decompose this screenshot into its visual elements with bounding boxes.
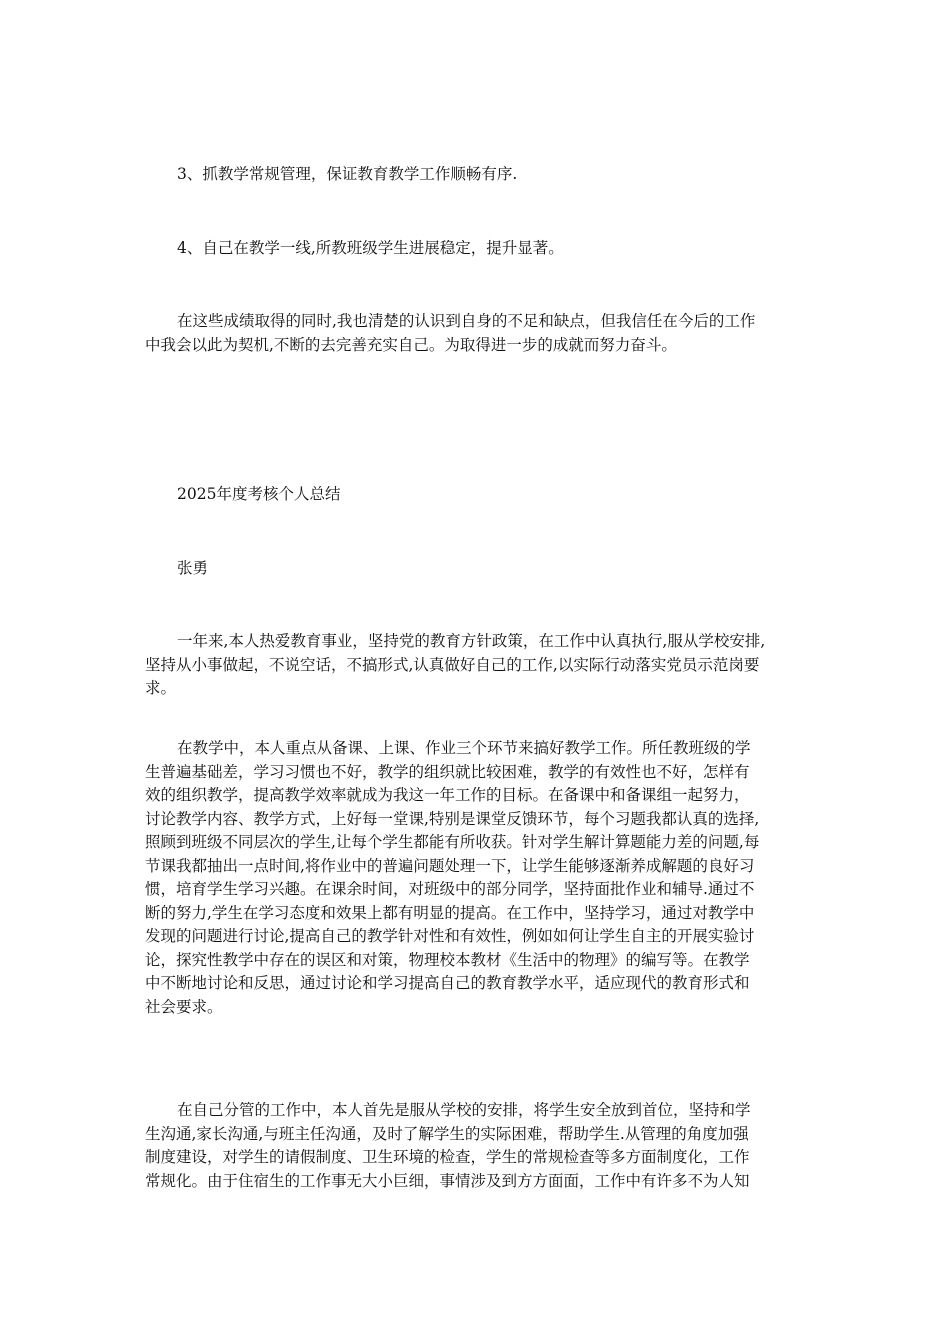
text-line: 照顾到班级不同层次的学生,让每个学生都能有所收获。针对学生解计算题能力差的问题,每 — [145, 833, 760, 851]
text-line: 发现的问题进行讨论,提高自己的教学针对性和有效性，例如如何让学生自主的开展实验讨 — [145, 927, 755, 945]
closing-paragraph — [145, 310, 815, 357]
author-name — [145, 557, 815, 581]
text-line: 论，探究性教学中存在的误区和对策，物理校本教材《生活中的物理》的编写等。在教学 — [145, 950, 750, 969]
list-item-3 — [145, 163, 815, 187]
text-line: 生普遍基础差，学习习惯也不好，教学的组织就比较困难，教学的有效性也不好，怎样有 — [145, 762, 750, 781]
text-line: 效的组织教学，提高教学效率就成为我这一年工作的目标。在备课中和备课组一起努力， — [145, 786, 750, 804]
author-text: 张勇 — [177, 559, 209, 577]
text-line: 生沟通,家长沟通,与班主任沟通，及时了解学生的实际困难，帮助学生.从管理的角度加强 — [145, 1124, 749, 1143]
text-line: 断的努力,学生在学习态度和效果上都有明显的提高。在工作中，坚持学习，通过对教学中 — [145, 903, 755, 922]
text-line: 在这些成绩取得的同时,我也清楚的认识到自身的不足和缺点，但我信任在今后的工作 — [177, 312, 756, 330]
text-line: 求。 — [145, 679, 177, 697]
paragraph-1 — [145, 630, 815, 701]
text-line: 一年来,本人热爱教育事业，坚持党的教育方针政策，在工作中认真执行,服从学校安排, — [177, 632, 766, 650]
text-line: 节课我都抽出一点时间,将作业中的普遍问题处理一下，让学生能够逐渐养成解题的良好习 — [145, 856, 755, 875]
text-line: 社会要求。 — [145, 997, 223, 1016]
text-line: 中我会以此为契机,不断的去完善充实自己。为取得进一步的成就而努力奋斗。 — [145, 335, 677, 354]
text-line: 惯，培育学生学习兴趣。在课余时间，对班级中的部分同学，坚持面批作业和辅导.通过不 — [145, 880, 755, 898]
text-line: 3、抓教学常规管理，保证教育教学工作顺畅有序. — [177, 165, 518, 183]
text-line: 制度建设，对学生的请假制度、卫生环境的检查，学生的常规检查等多方面制度化，工作 — [145, 1148, 750, 1166]
text-line: 坚持从小事做起，不说空话，不搞形式,认真做好自己的工作,以实际行动落实党员示范岗要 — [145, 655, 760, 674]
paragraph-3 — [145, 1099, 815, 1193]
paragraph-2 — [145, 737, 815, 1019]
text-line: 在自己分管的工作中，本人首先是服从学校的安排，将学生安全放到首位，坚持和学 — [177, 1101, 751, 1119]
text-line: 中不断地讨论和反思，通过讨论和学习提高自己的教育教学水平，适应现代的教育形式和 — [145, 974, 750, 992]
text-line: 4、自己在教学一线,所教班级学生进展稳定，提升显著。 — [177, 239, 564, 257]
text-line: 讨论教学内容、教学方式，上好每一堂课,特别是课堂反馈环节，每个习题我都认真的选择, — [145, 809, 760, 828]
text-line: 在教学中，本人重点从备课、上课、作业三个环节来搞好教学工作。所任教班级的学 — [177, 739, 751, 757]
document-title — [145, 483, 815, 507]
title-text: 2025年度考核个人总结 — [177, 485, 341, 503]
list-item-4 — [145, 237, 815, 261]
text-line: 常规化。由于住宿生的工作事无大小巨细，事情涉及到方方面面，工作中有许多不为人知 — [145, 1171, 750, 1190]
